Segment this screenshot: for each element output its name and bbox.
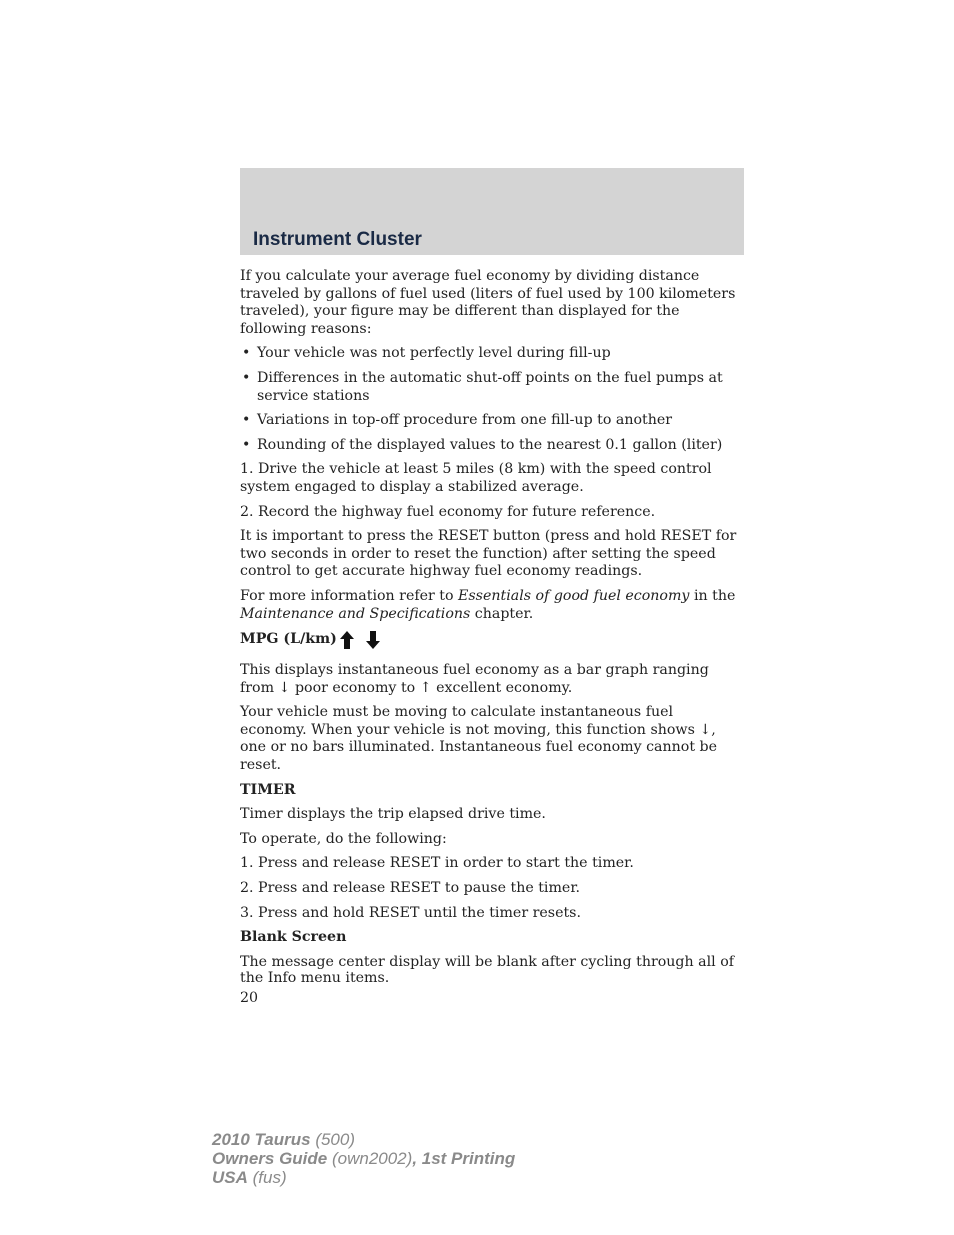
step-paragraph: 1. Drive the vehicle at least 5 miles (8 km) with the speed control system engaged to display a stabilized average. [240,461,712,495]
footer-model-code: (500) [310,1130,356,1149]
mpg-desc-c: excellent economy. [431,679,573,696]
more-info-paragraph [240,588,744,623]
intro-paragraph: If you calculate your average fuel economy by dividing distance traveled by gallons of fuel used (liters of fuel used by 100 kilometers traveled), your figure may be different than displayed for the following reasons: [240,268,736,337]
mpg-heading-text: MPG (L/km) [240,631,337,648]
step-paragraph: 2. Record the highway fuel economy for future reference. [240,503,656,520]
timer-heading: TIMER [240,781,296,798]
timer-operate: To operate, do the following: [240,830,447,847]
list-item: • Variations in top-off procedure from one fill-up to another [240,412,744,430]
reset-note-paragraph: It is important to press the RESET button (press and hold RESET for two seconds in order to reset the function) after setting the speed control to get accurate highway fuel economy readings. [240,528,737,580]
footer-region: USA [212,1168,248,1187]
footer-region-code: (fus) [247,1168,287,1187]
footer-line-guide [212,1149,515,1168]
blank-screen-description: The message center display will be blank after cycling through all of the Info menu items. [240,953,734,986]
footer-line-model [212,1130,515,1149]
down-arrow-glyph: ↓ [699,721,712,738]
blank-screen-heading: Blank Screen [240,929,347,946]
arrow-down-icon [365,630,381,650]
fuel-economy-reference: Essentials of good fuel economy [458,587,690,604]
footer-guide-code: (own2002) [327,1149,413,1168]
timer-description: Timer displays the trip elapsed drive time. [240,806,546,823]
footer-model: 2010 Taurus [212,1130,311,1149]
footer-printing: , 1st Printing [412,1149,516,1168]
page-number: 20 [240,989,259,1006]
mpg-desc-a: This displays instantaneous fuel economy as a bar graph ranging from [240,662,709,696]
section-header-band [240,168,744,255]
timer-step: 1. Press and release RESET in order to start the timer. [240,855,634,872]
timer-step: 2. Press and release RESET to pause the timer. [240,880,581,897]
footer-line-region [212,1168,515,1187]
list-item: • Differences in the automatic shut-off points on the fuel pumps at service stations [240,370,744,405]
document-footer [212,1130,515,1187]
mpg-moving-note [240,704,744,774]
list-item: • Rounding of the displayed values to the nearest 0.1 gallon (liter) [240,437,744,455]
mpg-moving-b: , one or no bars illuminated. Instantaneous fuel economy cannot be reset. [240,721,718,774]
arrow-up-icon [339,630,355,650]
down-arrow-glyph: ↓ [278,679,291,696]
timer-step: 3. Press and hold RESET until the timer resets. [240,904,581,921]
list-item: • Your vehicle was not perfectly level during fill-up [240,345,744,363]
mpg-moving-a: Your vehicle must be moving to calculate instantaneous fuel economy. When your vehicle is not moving, this function shows [240,704,700,738]
maintenance-reference: Maintenance and Specifications [240,605,471,622]
more-info-prefix: For more information refer to [240,587,459,604]
mpg-desc-b: poor economy to [290,679,420,696]
page-content [240,268,744,1014]
footer-guide: Owners Guide [212,1149,328,1168]
more-info-suffix: chapter. [470,605,534,622]
reasons-list [240,345,744,454]
up-arrow-glyph: ↑ [419,679,432,696]
section-title: Instrument Cluster [253,229,422,250]
mpg-heading [240,630,744,650]
more-info-middle: in the [689,587,736,604]
mpg-description [240,662,744,697]
